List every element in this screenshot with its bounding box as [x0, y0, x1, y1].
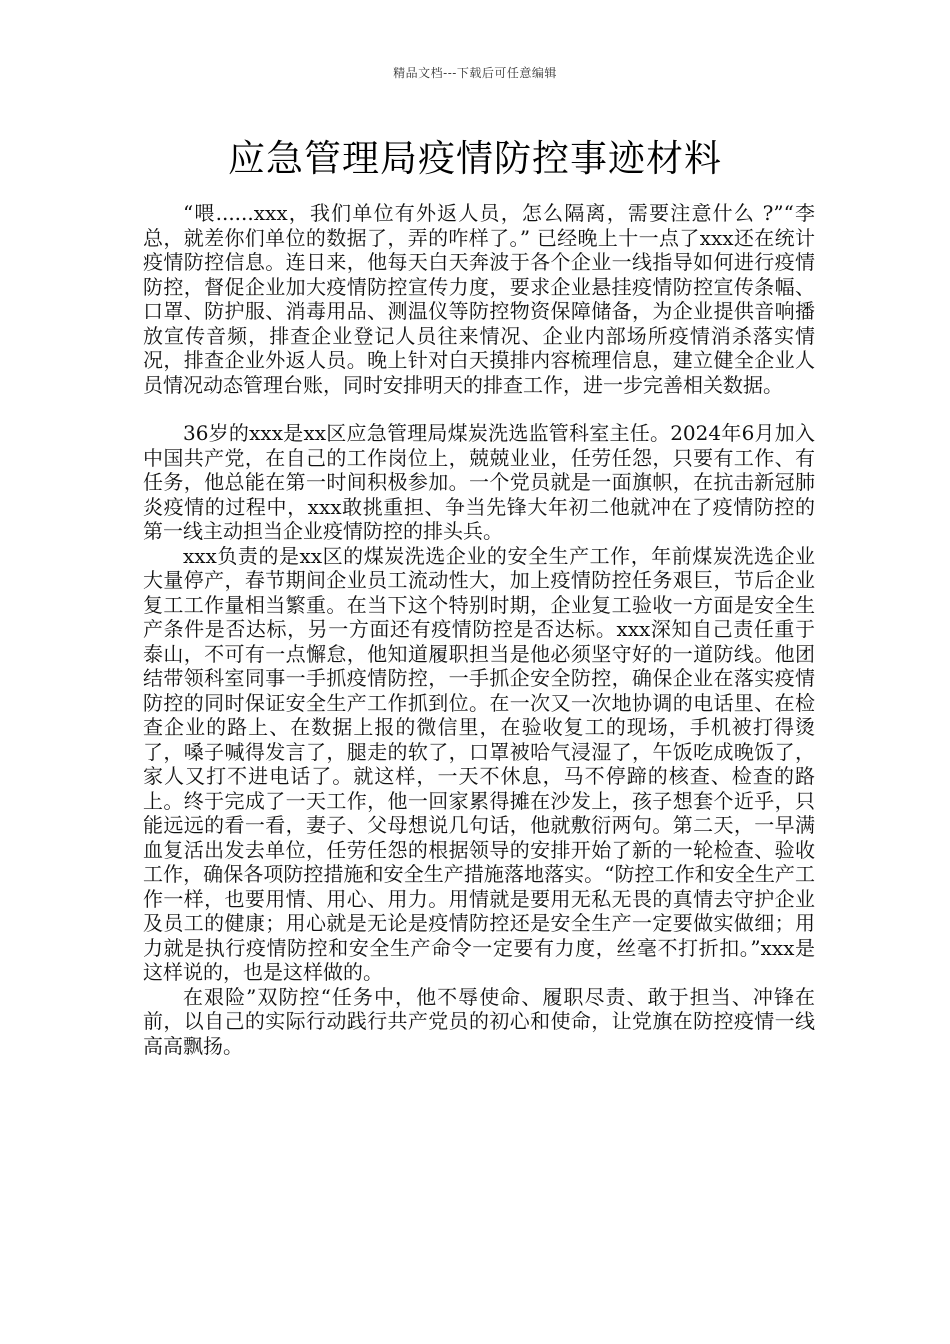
paragraph-1: “喂......xxx，我们单位有外返人员，怎么隔离，需要注意什么 ?”“李总，就差你们单位的数据了，弄的咋样了。” 已经晚上十一点了xxx还在统计疫情防控信息。连日来，他每天白天奔波于各个企业一线指导如何进行疫情防控，督促企业加大疫情防控宣传力度，要求企业悬挂疫情防控宣传条幅、口罩、防护服、消毒用品、测温仪等防控物资保障储备，为企业提供音响播放宣传音频，排查企业登记人员往来情况、企业内部场所疫情消杀落实情况，排查企业外返人员。晚上针对白天摸排内容梳理信息，建立健全企业人员情况动态管理台账，同时安排明天的排查工作，进一步完善相关数据。 [143, 201, 815, 397]
document-body [143, 201, 815, 1058]
page-header-watermark: 精品文档---下载后可任意编辑 [393, 66, 557, 80]
paragraph-2: 36岁的xxx是xx区应急管理局煤炭洗选监管科室主任。2024年6月加入中国共产党，在自己的工作岗位上，兢兢业业，任劳任怨，只要有工作、有任务，他总能在第一时间积极参加。一个党员就是一面旗帜，在抗击新冠肺炎疫情的过程中，xxx敢挑重担、争当先锋大年初二他就冲在了疫情防控的第一线主动担当企业疫情防控的排头兵。 [143, 421, 815, 543]
paragraph-4: 在艰险”双防控“任务中，他不辱使命、履职尽责、敢于担当、冲锋在前，以自己的实际行动践行共产党员的初心和使命，让党旗在防控疫情一线高高飘扬。 [143, 984, 815, 1058]
document-title: 应急管理局疫情防控事迹材料 [228, 137, 722, 180]
paragraph-3: xxx负责的是xx区的煤炭洗选企业的安全生产工作，年前煤炭洗选企业大量停产，春节期间企业员工流动性大，加上疫情防控任务艰巨，节后企业复工工作量相当繁重。在当下这个特别时期，企业复工验收一方面是安全生产条件是否达标，另一方面还有疫情防控是否达标。xxx深知自己责任重于泰山，不可有一点懈怠，他知道履职担当是他必须坚守好的一道防线。他团结带领科室同事一手抓疫情防控，一手抓企安全防控，确保企业在落实疫情防控的同时保证安全生产工作抓到位。在一次又一次地协调的电话里、在检查企业的路上、在数据上报的微信里，在验收复工的现场，手机被打得烫了，嗓子喊得发言了，腿走的软了，口罩被哈气浸湿了，午饭吃成晚饭了，家人又打不进电话了。就这样，一天不休息，马不停蹄的核查、检查的路上。终于完成了一天工作，他一回家累得摊在沙发上，孩子想套个近乎，只能远远的看一看，妻子、父母想说几句话，他就敷衍两句。第二天，一早满血复活出发去单位，任劳任怨的根据领导的安排开始了新的一轮检查、验收工作，确保各项防控措施和安全生产措施落地落实。“防控工作和安全生产工作一样，也要用情、用心、用力。用情就是要用无私无畏的真情去守护企业及员工的健康；用心就是无论是疫情防控还是安全生产一定要做实做细；用力就是执行疫情防控和安全生产命令一定要有力度，丝毫不打折扣。”xxx是这样说的，也是这样做的。 [143, 543, 815, 984]
